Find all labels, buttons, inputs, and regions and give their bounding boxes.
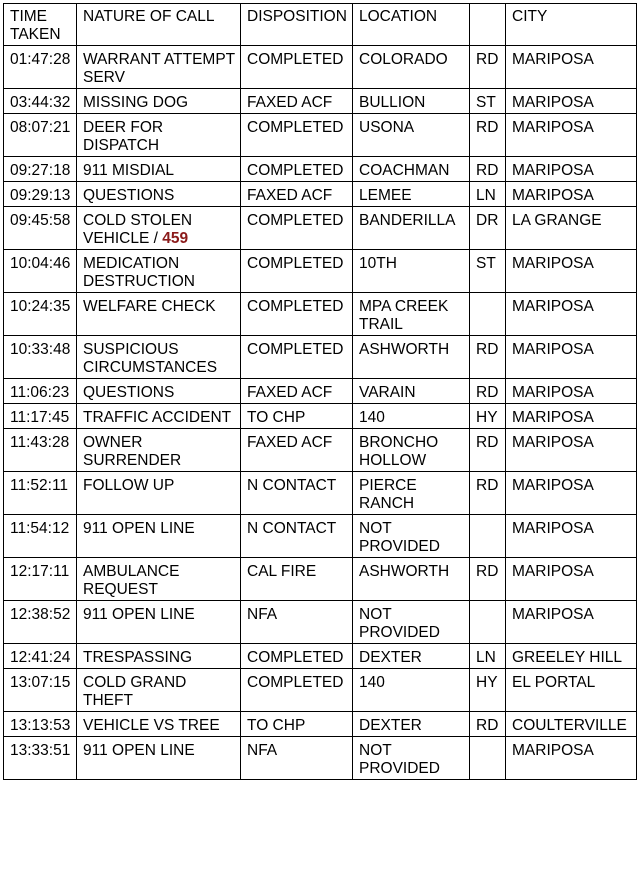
cell-nature: QUESTIONS (77, 379, 241, 404)
table-row (4, 429, 637, 472)
cell-location: DEXTER (353, 712, 470, 737)
cell-nature: WARRANT ATTEMPT SERV (77, 46, 241, 89)
cell-street-suffix: RD (470, 429, 506, 472)
cell-disposition: COMPLETED (241, 114, 353, 157)
cell-nature: AMBULANCE REQUEST (77, 558, 241, 601)
cell-city: EL PORTAL (506, 669, 637, 712)
cell-street-suffix: LN (470, 644, 506, 669)
cell-nature: TRAFFIC ACCIDENT (77, 404, 241, 429)
table-row (4, 293, 637, 336)
cell-time: 11:54:12 (4, 515, 77, 558)
table-row (4, 207, 637, 250)
cell-nature: 911 MISDIAL (77, 157, 241, 182)
table-row (4, 644, 637, 669)
cell-nature: 911 OPEN LINE (77, 601, 241, 644)
table-row (4, 558, 637, 601)
cell-time: 11:06:23 (4, 379, 77, 404)
cell-location: ASHWORTH (353, 558, 470, 601)
cell-nature: FOLLOW UP (77, 472, 241, 515)
cell-nature: 911 OPEN LINE (77, 737, 241, 780)
cell-city: MARIPOSA (506, 429, 637, 472)
cell-disposition: COMPLETED (241, 207, 353, 250)
cell-time: 10:33:48 (4, 336, 77, 379)
cell-disposition: COMPLETED (241, 250, 353, 293)
cell-location: MPA CREEK TRAIL (353, 293, 470, 336)
cell-time: 11:17:45 (4, 404, 77, 429)
cell-nature: QUESTIONS (77, 182, 241, 207)
cell-city: MARIPOSA (506, 601, 637, 644)
cell-street-suffix: RD (470, 472, 506, 515)
cell-location: 140 (353, 669, 470, 712)
cell-nature: OWNER SURRENDER (77, 429, 241, 472)
cell-time: 11:52:11 (4, 472, 77, 515)
cell-nature: 911 OPEN LINE (77, 515, 241, 558)
cell-street-suffix (470, 293, 506, 336)
header-city: CITY (506, 4, 637, 46)
cell-city: MARIPOSA (506, 250, 637, 293)
table-body (4, 46, 637, 780)
cell-street-suffix: ST (470, 89, 506, 114)
cell-time: 01:47:28 (4, 46, 77, 89)
cell-city: MARIPOSA (506, 293, 637, 336)
cell-disposition: COMPLETED (241, 157, 353, 182)
cell-location: ASHWORTH (353, 336, 470, 379)
cell-street-suffix: RD (470, 336, 506, 379)
cell-street-suffix: RD (470, 114, 506, 157)
cell-city: MARIPOSA (506, 737, 637, 780)
cell-nature: MEDICATION DESTRUCTION (77, 250, 241, 293)
cell-time: 09:27:18 (4, 157, 77, 182)
cell-city: MARIPOSA (506, 558, 637, 601)
cell-street-suffix: HY (470, 404, 506, 429)
cell-city: GREELEY HILL (506, 644, 637, 669)
table-row (4, 182, 637, 207)
cell-street-suffix: ST (470, 250, 506, 293)
cell-city: MARIPOSA (506, 404, 637, 429)
cell-city: MARIPOSA (506, 89, 637, 114)
cell-time: 08:07:21 (4, 114, 77, 157)
cell-nature: VEHICLE VS TREE (77, 712, 241, 737)
cell-nature: MISSING DOG (77, 89, 241, 114)
cell-disposition: TO CHP (241, 712, 353, 737)
cell-city: MARIPOSA (506, 472, 637, 515)
cell-disposition: COMPLETED (241, 644, 353, 669)
cell-time: 03:44:32 (4, 89, 77, 114)
cell-location: USONA (353, 114, 470, 157)
header-suffix (470, 4, 506, 46)
cell-time: 13:13:53 (4, 712, 77, 737)
header-nature: NATURE OF CALL (77, 4, 241, 46)
cell-disposition: COMPLETED (241, 669, 353, 712)
cell-street-suffix: RD (470, 157, 506, 182)
cell-location: BANDERILLA (353, 207, 470, 250)
cell-disposition: FAXED ACF (241, 182, 353, 207)
cell-location: LEMEE (353, 182, 470, 207)
cell-location: BULLION (353, 89, 470, 114)
table-row (4, 737, 637, 780)
cell-disposition: NFA (241, 737, 353, 780)
cell-street-suffix (470, 515, 506, 558)
cell-location: 140 (353, 404, 470, 429)
cell-location: COLORADO (353, 46, 470, 89)
cell-location: 10TH (353, 250, 470, 293)
cell-time: 13:07:15 (4, 669, 77, 712)
call-log-table (3, 3, 637, 780)
cell-disposition: FAXED ACF (241, 89, 353, 114)
cell-time: 09:29:13 (4, 182, 77, 207)
table-row (4, 46, 637, 89)
cell-city: MARIPOSA (506, 182, 637, 207)
table-row (4, 404, 637, 429)
cell-location: COACHMAN (353, 157, 470, 182)
cell-nature (77, 207, 241, 250)
cell-disposition: COMPLETED (241, 46, 353, 89)
table-row (4, 669, 637, 712)
cell-time: 13:33:51 (4, 737, 77, 780)
cell-time: 12:17:11 (4, 558, 77, 601)
table-row (4, 712, 637, 737)
cell-nature: COLD GRAND THEFT (77, 669, 241, 712)
table-row (4, 89, 637, 114)
cell-nature: DEER FOR DISPATCH (77, 114, 241, 157)
cell-disposition: FAXED ACF (241, 379, 353, 404)
cell-time: 10:24:35 (4, 293, 77, 336)
cell-street-suffix: DR (470, 207, 506, 250)
header-row (4, 4, 637, 46)
cell-location: VARAIN (353, 379, 470, 404)
cell-nature: TRESPASSING (77, 644, 241, 669)
cell-city: COULTERVILLE (506, 712, 637, 737)
cell-street-suffix: RD (470, 46, 506, 89)
table-row (4, 472, 637, 515)
cell-time: 12:41:24 (4, 644, 77, 669)
cell-street-suffix: RD (470, 379, 506, 404)
cell-city: MARIPOSA (506, 515, 637, 558)
cell-disposition: CAL FIRE (241, 558, 353, 601)
cell-time: 10:04:46 (4, 250, 77, 293)
table-row (4, 157, 637, 182)
cell-city: MARIPOSA (506, 46, 637, 89)
cell-time: 11:43:28 (4, 429, 77, 472)
cell-city: MARIPOSA (506, 379, 637, 404)
cell-location: PIERCE RANCH (353, 472, 470, 515)
cell-disposition: TO CHP (241, 404, 353, 429)
cell-street-suffix: RD (470, 558, 506, 601)
cell-street-suffix: RD (470, 712, 506, 737)
cell-nature: WELFARE CHECK (77, 293, 241, 336)
cell-city: LA GRANGE (506, 207, 637, 250)
cell-street-suffix: LN (470, 182, 506, 207)
cell-city: MARIPOSA (506, 157, 637, 182)
cell-time: 12:38:52 (4, 601, 77, 644)
table-row (4, 336, 637, 379)
table-row (4, 114, 637, 157)
nature-text: COLD STOLEN VEHICLE / (83, 212, 193, 247)
cell-location: NOT PROVIDED (353, 515, 470, 558)
table-row (4, 601, 637, 644)
cell-street-suffix (470, 601, 506, 644)
cell-location: NOT PROVIDED (353, 737, 470, 780)
cell-city: MARIPOSA (506, 336, 637, 379)
header-time: TIME TAKEN (4, 4, 77, 46)
cell-time: 09:45:58 (4, 207, 77, 250)
cell-nature: SUSPICIOUS CIRCUMSTANCES (77, 336, 241, 379)
cell-location: DEXTER (353, 644, 470, 669)
header-disposition: DISPOSITION (241, 4, 353, 46)
cell-city: MARIPOSA (506, 114, 637, 157)
cell-disposition: FAXED ACF (241, 429, 353, 472)
penal-code: 459 (162, 230, 189, 247)
table-row (4, 515, 637, 558)
cell-street-suffix (470, 737, 506, 780)
table-row (4, 379, 637, 404)
cell-location: NOT PROVIDED (353, 601, 470, 644)
cell-disposition: NFA (241, 601, 353, 644)
cell-disposition: N CONTACT (241, 472, 353, 515)
cell-location: BRONCHO HOLLOW (353, 429, 470, 472)
cell-disposition: COMPLETED (241, 293, 353, 336)
header-location: LOCATION (353, 4, 470, 46)
table-row (4, 250, 637, 293)
cell-disposition: N CONTACT (241, 515, 353, 558)
cell-street-suffix: HY (470, 669, 506, 712)
cell-disposition: COMPLETED (241, 336, 353, 379)
